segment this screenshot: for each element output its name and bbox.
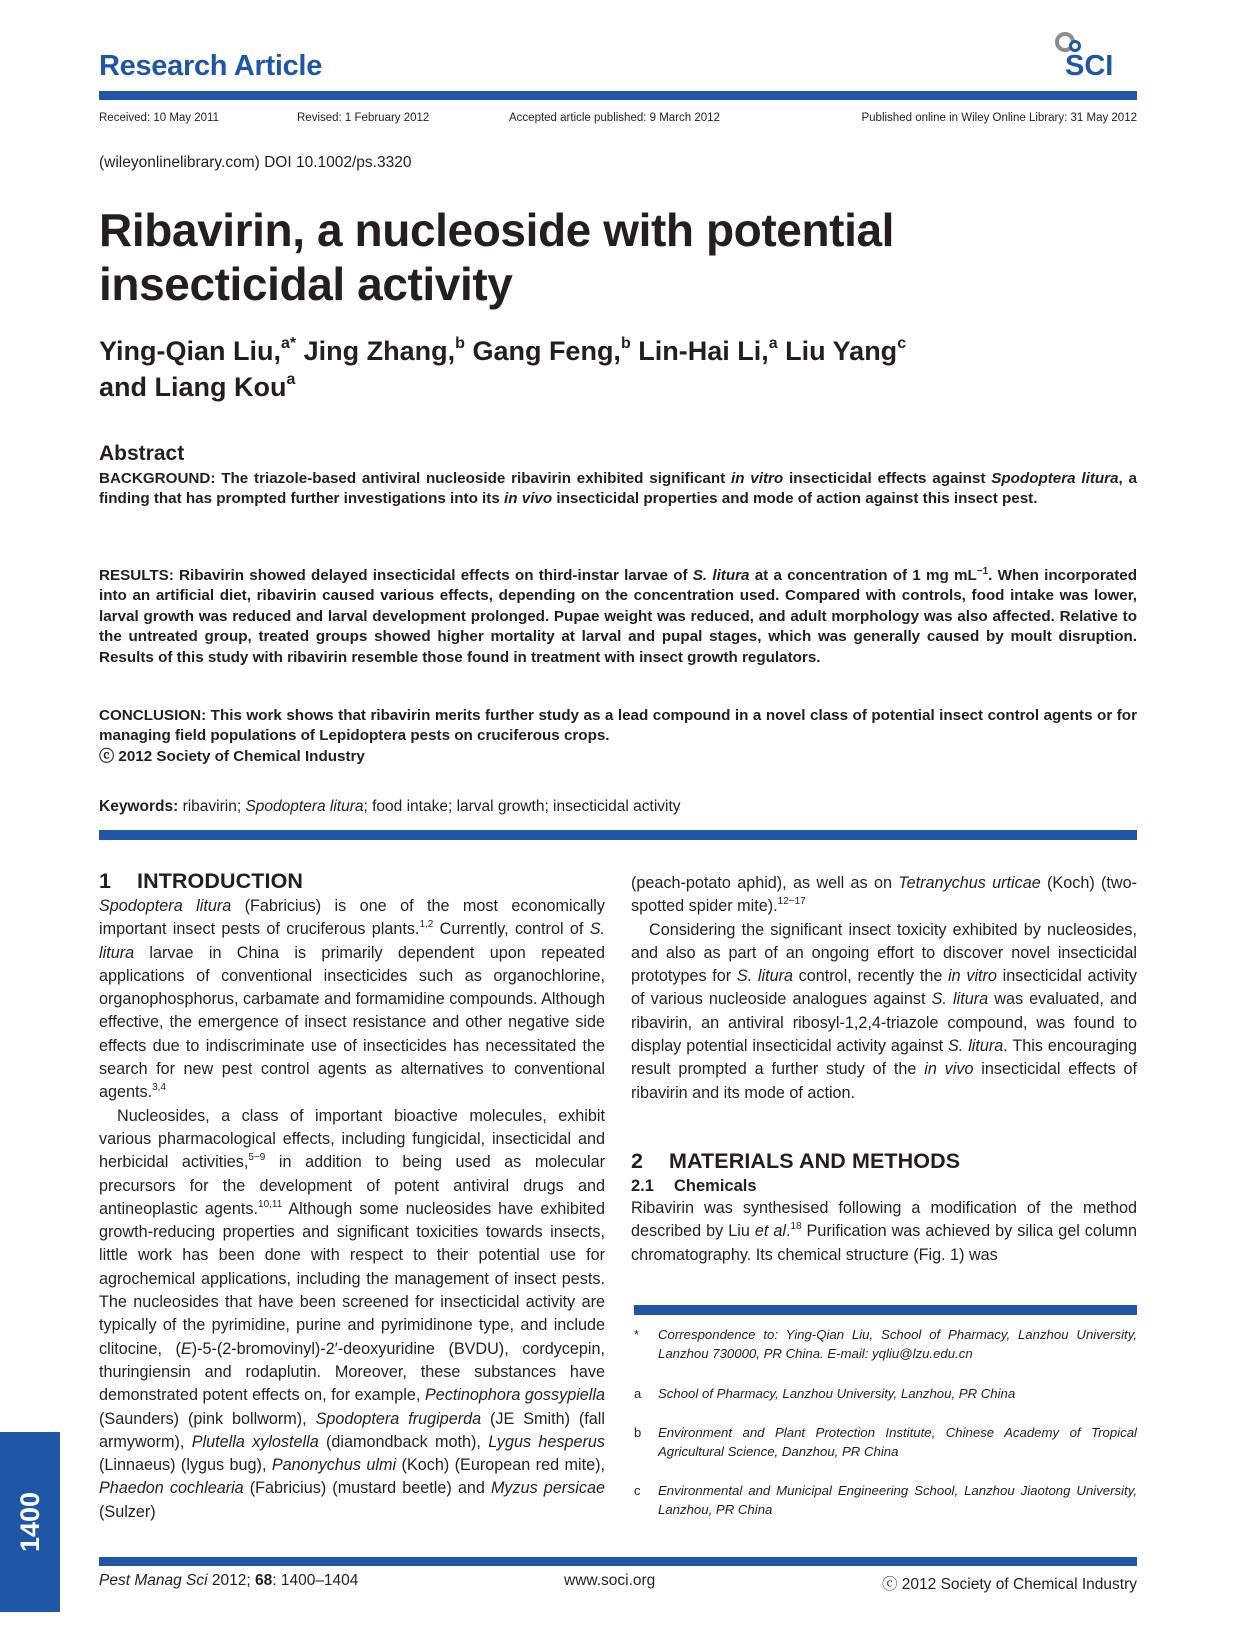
footnote-affiliation-b	[634, 1423, 1137, 1461]
author-affiliation: a	[768, 335, 778, 352]
author-name: Ying-Qian Liu,	[99, 336, 281, 366]
abstract-heading: Abstract	[99, 442, 185, 465]
footnote-text: Environmental and Municipal Engineering School, Lanzhou Jiaotong University, Lanzhou, PR China	[658, 1483, 1137, 1517]
abstract-copyright: ⓒ 2012 Society of Chemical Industry	[99, 747, 365, 765]
abstract-rule	[99, 830, 1137, 840]
author-name: Liu Yang	[785, 336, 898, 366]
abstract-background: BACKGROUND: The triazole-based antiviral nucleoside ribavirin exhibited significant in vitro insecticidal effects against Spodoptera litura, a finding that has prompted further investigations into its in vivo insecticidal properties and mode of action against this insect pest.	[99, 470, 1137, 508]
left-column	[99, 868, 605, 1524]
methods-section	[631, 1148, 1137, 1267]
author-name: Gang Feng,	[472, 336, 621, 366]
footnote-text: Correspondence to: Ying-Qian Liu, School of Pharmacy, Lanzhou University, Lanzhou 730000, PR China. E-mail: yqliu@lzu.edu.cn	[658, 1327, 1137, 1361]
doi[interactable]: (wileyonlinelibrary.com) DOI 10.1002/ps.3320	[99, 154, 412, 171]
author-list	[99, 333, 1099, 405]
page-number: 1400	[15, 1491, 45, 1553]
accepted-date: Accepted article published: 9 March 2012	[509, 112, 720, 124]
author-name: and Liang Kou	[99, 372, 287, 402]
logo-text: SCI	[1065, 50, 1114, 82]
intro-paragraph-4: Considering the significant insect toxicity exhibited by nucleosides, and also as part of an ongoing effort to discover novel insecticidal prototypes for S. litura control, recently the in vitro insecticidal activity of various nucleoside analogues against S. litura was evaluated, and ribavirin, an antiviral ribosyl-1,2,4-triazole compound, was found to display potential insecticidal activity against S. litura. This encouraging result prompted a further study of the in vivo insecticidal effects of ribavirin and its mode of action.	[631, 920, 1137, 1102]
section-heading-methods: 2 MATERIALS AND METHODS	[631, 1149, 961, 1173]
subsection-heading-chemicals: 2.1 Chemicals	[631, 1177, 757, 1195]
footnote-text: School of Pharmacy, Lanzhou University, Lanzhou, PR China	[658, 1386, 1016, 1401]
footnote-affiliation-c	[634, 1481, 1137, 1519]
author-affiliation: a*	[281, 335, 297, 352]
footnote-mark: b	[634, 1425, 642, 1440]
sci-logo	[1055, 30, 1135, 82]
title-line-1: Ribavirin, a nucleoside with potential	[99, 204, 895, 256]
author-affiliation: c	[897, 335, 907, 352]
section-heading-introduction: 1 INTRODUCTION	[99, 869, 304, 893]
author-affiliation: a	[286, 371, 296, 388]
revised-date: Revised: 1 February 2012	[297, 112, 430, 124]
author-name: Lin-Hai Li,	[638, 336, 769, 366]
abstract-conclusion: CONCLUSION: This work shows that ribavirin merits further study as a lead compound in a novel class of potential insect control agents or for managing field populations of Lepidoptera pests on cruciferous crops. ⓒ 2012 Society of Chemical Industry	[99, 706, 1137, 767]
author-affiliation: b	[620, 335, 631, 352]
published-date: Published online in Wiley Online Library: 31 May 2012	[861, 112, 1137, 124]
footer-rule	[99, 1557, 1137, 1566]
title-line-2: insecticidal activity	[99, 258, 513, 310]
footer-website[interactable]: www.soci.org	[564, 1572, 656, 1589]
footer-citation: Pest Manag Sci 2012; 68: 1400–1404	[99, 1572, 359, 1589]
footnote-correspondence	[634, 1325, 1137, 1363]
received-date: Received: 10 May 2011	[99, 112, 219, 124]
intro-paragraph-3: (peach-potato aphid), as well as on Tetranychus urticae (Koch) (two-spotted spider mite).$^{12-17}$	[631, 874, 1137, 916]
intro-paragraph-2: Nucleosides, a class of important bioactive molecules, exhibit various pharmacological effects, including fungicidal, insecticidal and herbicidal activities,$^{5-9}$ in addition to being used as molecular precursors for the development of potent antiviral drugs and antineoplastic agents.$^{10,11}$ Although some nucleosides have exhibited growth-reducing properties and significant toxicities towards insects, little work has been done with respect to their potential use for agrochemical applications, including the management of insect pests. The nucleosides that have been screened for insecticidal activity are typically of the pyrimidine, purine and pyrimidinone type, and include clitocine, (E)-5-(2-bromovinyl)-2′-deoxyuridine (BVDU), cordycepin, thuringiensin and rodaplutin. Moreover, these substances have demonstrated potent effects on, for example, Pectinophora gossypiella (Saunders) (pink bollworm), Spodoptera frugiperda (JE Smith) (fall armyworm), Plutella xylostella (diamondback moth), Lygus hesperus (Linnaeus) (lygus bug), Panonychus ulmi (Koch) (European red mite), Phaedon cochlearia (Fabricius) (mustard beetle) and Myzus persicae (Sulzer)	[99, 1106, 605, 1521]
footnote-mark: a	[634, 1386, 642, 1401]
footnote-mark: c	[634, 1483, 641, 1498]
footnote-mark: *	[634, 1327, 640, 1342]
footnote-text: Environment and Plant Protection Institute, Chinese Academy of Tropical Agricultural Science, Danzhou, PR China	[658, 1425, 1137, 1459]
author-affiliation: b	[455, 335, 465, 352]
header-rule	[99, 91, 1137, 100]
author-name: Jing Zhang,	[303, 336, 456, 366]
footer-copyright: ⓒ 2012 Society of Chemical Industry	[881, 1576, 1137, 1593]
page-number-tab	[0, 1432, 60, 1612]
right-column	[631, 872, 1137, 1105]
keywords: Keywords: ribavirin; Spodoptera litura; food intake; larval growth; insecticidal activity	[99, 798, 681, 815]
intro-paragraph-1: Spodoptera litura (Fabricius) is one of the most economically important insect pests of cruciferous plants.$^{1,2}$ Currently, control of S. litura larvae in China is primarily dependent upon repeated applications of conventional insecticides such as organochlorine, organophosphorus, carbamate and formamidine compounds. Although effective, the emergence of insect resistance and other negative side effects due to indiscriminate use of insecticides has necessitated the search for new pest control agents as alternatives to conventional agents.$^{3,4}$	[99, 897, 605, 1102]
journal-type: Research Article	[99, 50, 323, 82]
article-title	[99, 203, 1099, 311]
abstract-results: RESULTS: Ribavirin showed delayed insecticidal effects on third-instar larvae of S. litura at a concentration of 1 mg $mL^{-1}$. When incorporated into an artificial diet, ribavirin caused various effects, depending on the concentration used. Compared with controls, food intake was lower, larval growth was reduced and larval development prolonged. Pupae weight was reduced, and adult morphology was also affected. Relative to the untreated group, treated groups showed higher mortality at larval and pupal stages, which was generally caused by moult disruption. Results of this study with ribavirin resemble those found in treatment with insect growth regulators.	[99, 566, 1137, 666]
methods-paragraph-1: Ribavirin was synthesised following a modification of the method described by Liu et al.$^{18}$ Purification was achieved by silica gel column chromatography. Its chemical structure (Fig. 1) was	[631, 1199, 1137, 1264]
footnote-rule	[634, 1305, 1137, 1315]
footnote-affiliation-a	[634, 1384, 1137, 1403]
